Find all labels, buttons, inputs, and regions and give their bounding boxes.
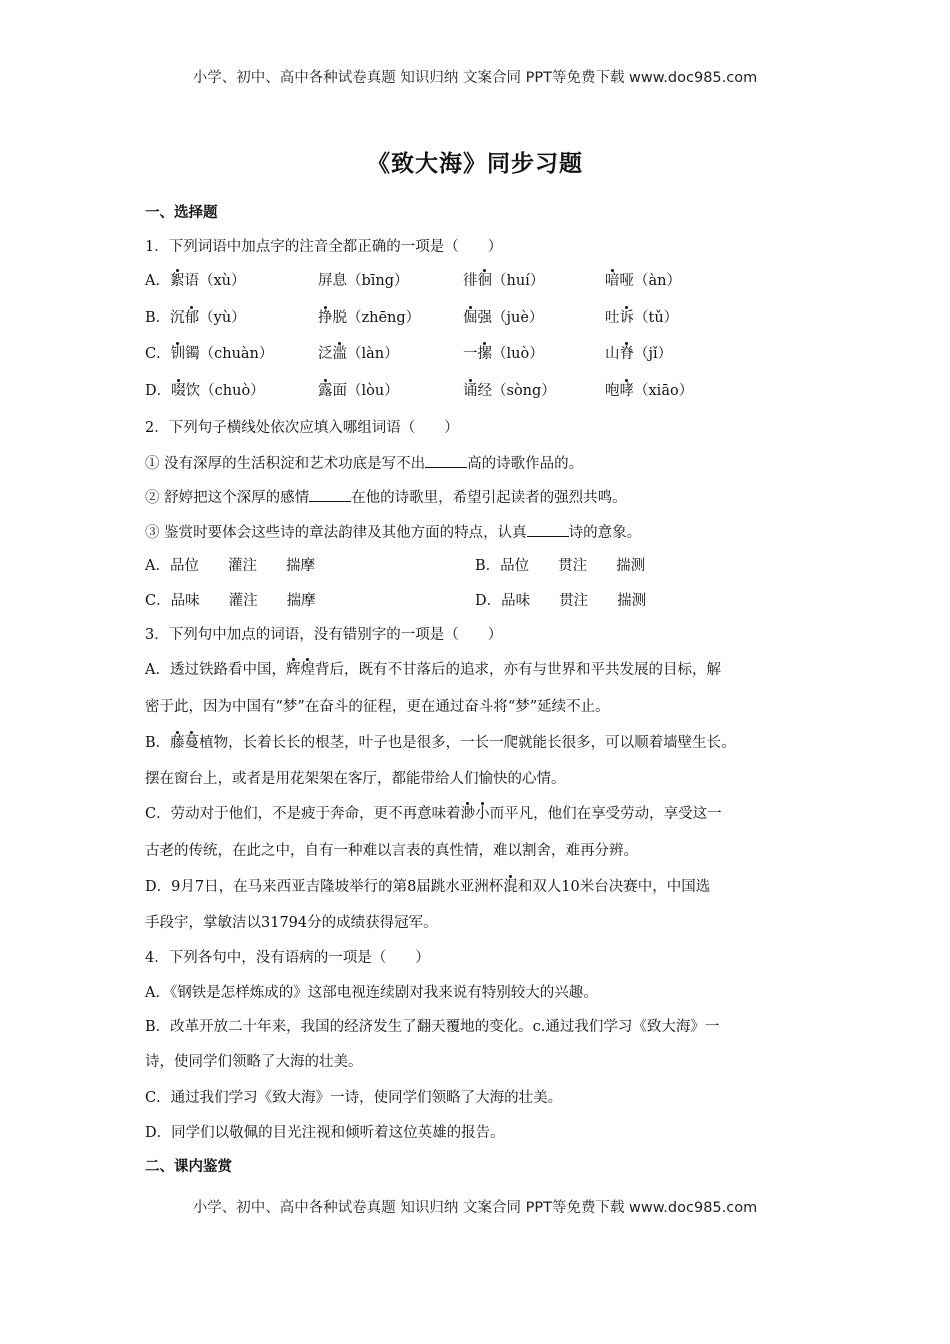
question-3-option-a-cont: 密于此，因为中国有“梦”在奋斗的征程，更在通过奋斗将“梦”延续不止。 [145, 699, 610, 715]
question-1-option-b-word-1: B．沉郁（yù） [145, 310, 246, 326]
page-header: 小学、初中、高中各种试卷真题 知识归纳 文案合同 PPT等免费下载 www.doc985.com [192, 70, 758, 86]
page-title: 《致大海》同步习题 [367, 150, 583, 177]
question-1-option-d-word-2: 露面（lòu） [318, 383, 399, 399]
question-3-option-d-cont: 手段宇，掌敏洁以31794分的成绩获得冠军。 [145, 915, 438, 931]
question-3-option-d: D．9月7日，在马来西亚吉隆坡举行的第8届跳水亚洲杯混和双人10米台决赛中，中国选 [145, 879, 711, 895]
question-1-option-c-word-2: 泛滥（làn） [318, 346, 399, 362]
question-1-option-d-word-3: 诵经（sòng） [463, 383, 556, 399]
question-1-option-a-word-4: 喑哑（àn） [605, 273, 681, 289]
question-1-option-b-word-2: 挣脱（zhēng） [318, 310, 421, 326]
question-3-option-c: C．劳动对于他们，不是疲于奔命，更不再意味着渺小而平凡，他们在享受劳动，享受这一 [145, 806, 722, 822]
dotted-word: 藤蔓 [170, 735, 200, 751]
dotted-word: 渺小 [460, 806, 490, 822]
question-1-option-a-word-2: 屏息（bīng） [318, 273, 409, 289]
question-1-option-c-word-1: C．钏镯（chuàn） [145, 346, 274, 362]
dotted-word: 混 [503, 879, 518, 895]
question-1-option-c-word-3: 一摞（luò） [463, 346, 544, 362]
dotted-word: 辉煌 [285, 662, 315, 678]
question-3-option-c-cont: 古老的传统，在此之中，自有一种难以言表的真性情，难以割舍，难再分辨。 [145, 843, 638, 859]
question-4-option-c: C．通过我们学习《致大海》一诗，使同学们领略了大海的壮美。 [145, 1090, 563, 1106]
fill-blank [527, 522, 569, 537]
question-4-option-b: B．改革开放二十年来，我国的经济发生了翻天覆地的变化。c.通过我们学习《致大海》一 [145, 1019, 720, 1035]
question-3-stem: 3．下列句中加点的词语，没有错别字的一项是（ ） [145, 627, 503, 643]
question-2-sentence-2: ② 舒婷把这个深厚的感情 在他的诗歌里，希望引起读者的强烈共鸣。 [145, 487, 627, 508]
question-2-option-d: D．品味 贯注 揣测 [475, 593, 647, 609]
question-2-option-c: C．品味 灌注 揣摩 [145, 593, 316, 609]
question-4-option-a: A．《钢铁是怎样炼成的》这部电视连续剧对我来说有特别较大的兴趣。 [145, 985, 598, 1001]
question-2-option-b: B．品位 贯注 揣测 [475, 558, 646, 574]
question-1-option-a-word-1: A．絮语（xù） [145, 273, 246, 289]
question-3-option-a: A．透过铁路看中国，辉煌背后，既有不甘落后的追求，亦有与世界和平共发展的目标，解 [145, 662, 721, 678]
question-1-option-d-word-4: 咆哮（xiāo） [605, 383, 694, 399]
question-1-option-b-word-4: 吐诉（tǔ） [605, 310, 679, 326]
question-4-stem: 4．下列各句中，没有语病的一项是（ ） [145, 950, 430, 966]
question-4-option-d: D．同学们以敬佩的目光注视和倾听着这位英雄的报告。 [145, 1125, 505, 1141]
question-2-sentence-3: ③ 鉴赏时要体会这些诗的章法韵律及其他方面的特点，认真 诗的意象。 [145, 522, 641, 543]
question-2-stem: 2．下列句子横线处依次应填入哪组词语（ ） [145, 420, 459, 436]
section-heading-choice: 一、选择题 [145, 204, 218, 221]
question-1-option-a-word-3: 徘徊（huí） [463, 273, 545, 289]
question-1-option-b-word-3: 倔强（juè） [463, 310, 544, 326]
question-4-option-b-cont: 诗，使同学们领略了大海的壮美。 [145, 1054, 363, 1070]
fill-blank [309, 487, 351, 502]
question-1-option-d-word-1: D．啜饮（chuò） [145, 383, 265, 399]
section-heading-reading: 二、课内鉴赏 [145, 1158, 232, 1175]
question-3-option-b-cont: 摆在窗台上，或者是用花架架在客厅，都能带给人们愉快的心情。 [145, 771, 566, 787]
question-1-stem: 1．下列词语中加点字的注音全都正确的一项是（ ） [145, 239, 503, 255]
fill-blank [425, 453, 467, 468]
question-3-option-b: B．藤蔓植物，长着长长的根茎，叶子也是很多，一长一爬就能长很多，可以顺着墙壁生长。 [145, 735, 736, 751]
question-1-option-c-word-4: 山脊（jǐ） [605, 346, 673, 362]
page-footer: 小学、初中、高中各种试卷真题 知识归纳 文案合同 PPT等免费下载 www.doc985.com [192, 1200, 758, 1216]
question-2-option-a: A．品位 灌注 揣摩 [145, 558, 315, 574]
question-2-sentence-1: ① 没有深厚的生活积淀和艺术功底是写不出 高的诗歌作品的。 [145, 453, 583, 474]
